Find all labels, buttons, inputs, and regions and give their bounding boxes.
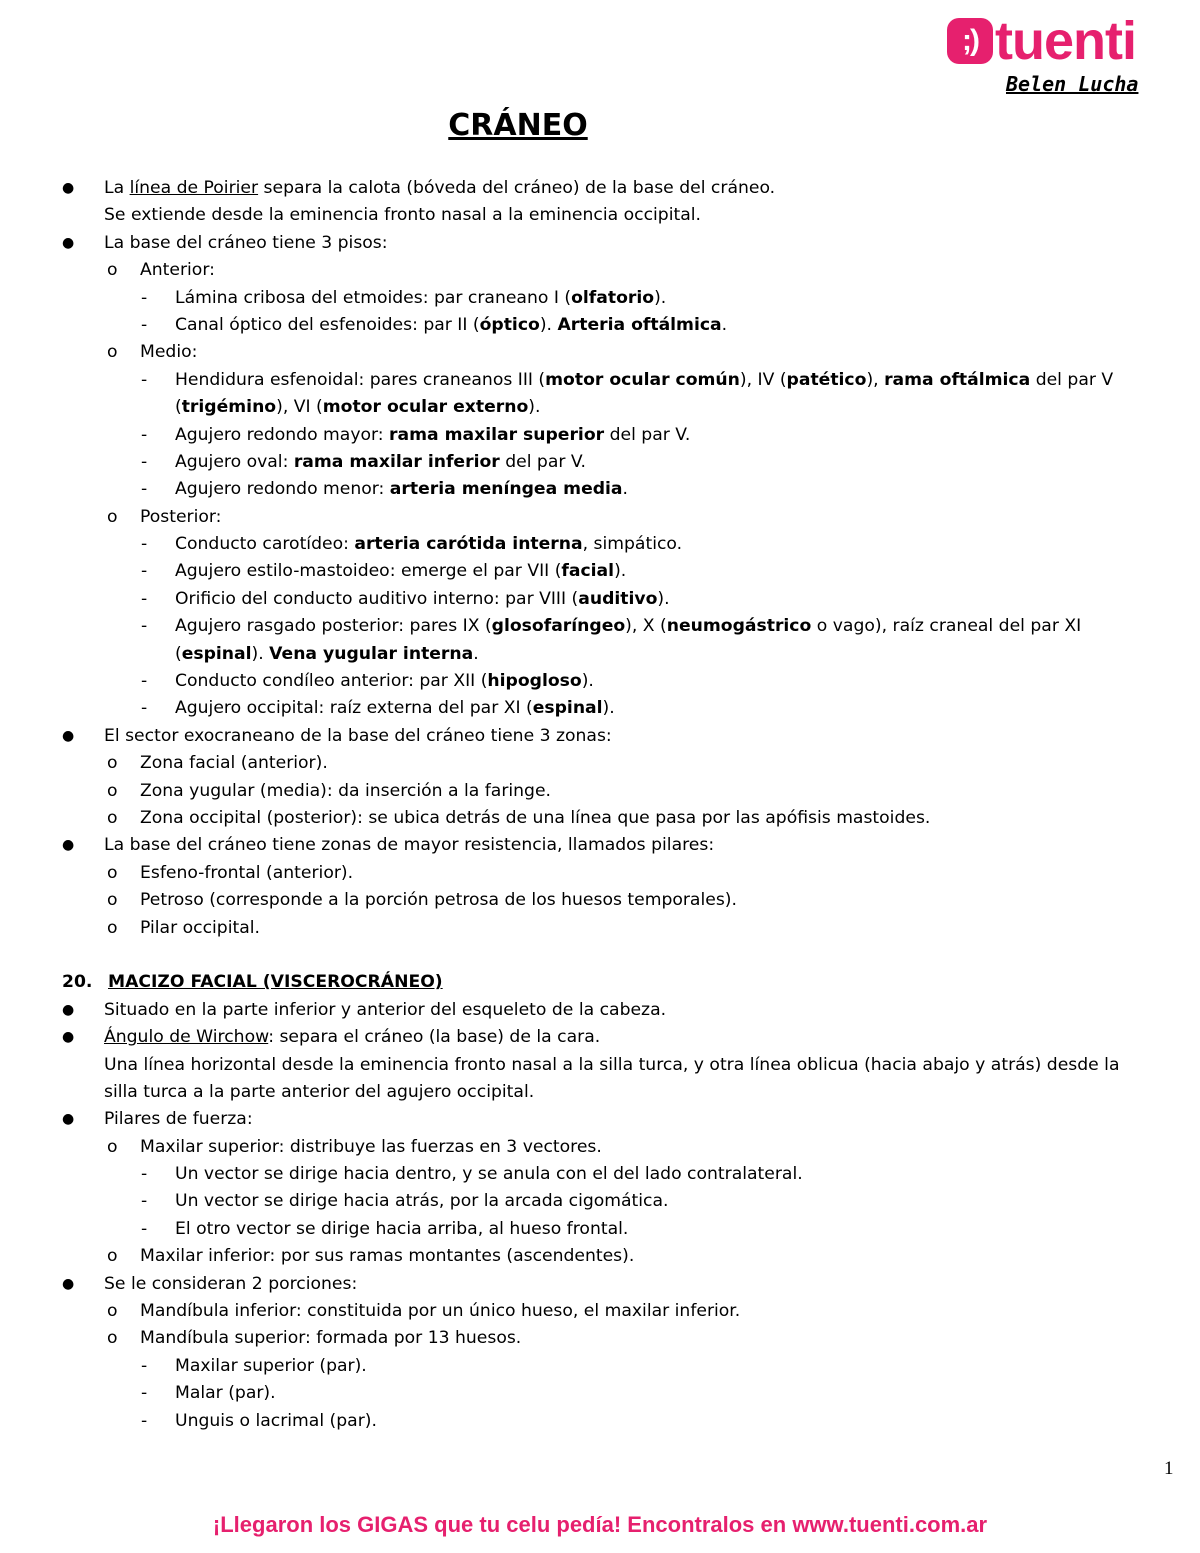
list-item — [62, 668, 1182, 695]
bullet-icon: ● — [62, 727, 75, 744]
list-item — [62, 1216, 1182, 1243]
bullet-icon: ● — [62, 180, 75, 196]
bold-term: patético — [786, 369, 867, 390]
circle-bullet-icon: o — [107, 1136, 118, 1157]
footer-ad: ¡Llegaron los GIGAS que tu celu pedía! Encontralos en www.tuenti.com.ar — [212, 1512, 988, 1537]
bold-term: óptico — [479, 314, 540, 335]
text-segment: La — [104, 178, 130, 198]
dash-bullet-icon: - — [141, 534, 148, 555]
line-text — [62, 1055, 1119, 1075]
list-item — [62, 1380, 1182, 1407]
list-item — [62, 586, 1182, 613]
line-text — [62, 890, 737, 910]
list-item — [62, 805, 1182, 832]
text-segment: Agujero oval: — [175, 451, 294, 472]
circle-bullet-icon: o — [107, 1328, 118, 1349]
line-text — [62, 589, 670, 609]
dash-bullet-icon: - — [141, 1191, 148, 1212]
list-item — [62, 750, 1182, 777]
page-number: 1 — [1164, 1458, 1174, 1479]
text-segment: Una línea horizontal desde la eminencia fronto nasal a la silla turca, y otra línea oblicua (hacia abajo y atrás) desde la — [104, 1054, 1120, 1075]
text-segment: Un vector se dirige hacia atrás, por la arcada cigomática. — [175, 1191, 669, 1212]
dash-bullet-icon: - — [141, 1218, 148, 1239]
bold-term: neumogástrico — [666, 616, 812, 637]
list-item — [62, 202, 1182, 229]
text-segment: separa la calota (bóveda del cráneo) de la base del cráneo. — [258, 178, 776, 198]
bold-term: glosofaríngeo — [491, 616, 626, 637]
list-item — [62, 558, 1182, 585]
list-item — [62, 175, 1182, 202]
dash-bullet-icon: - — [141, 671, 148, 692]
text-segment: Medio: — [140, 342, 198, 363]
circle-bullet-icon: o — [107, 342, 118, 363]
text-segment: Zona facial (anterior). — [140, 753, 328, 774]
text-segment: Lámina cribosa del etmoides: par craneano I ( — [175, 287, 572, 308]
list-item — [62, 641, 1182, 668]
line-text — [62, 835, 714, 855]
list-item — [62, 422, 1182, 449]
line-text — [62, 178, 775, 198]
bullet-icon: ● — [62, 1029, 75, 1046]
section-heading — [62, 969, 1182, 996]
text-segment: La base del cráneo tiene zonas de mayor resistencia, llamados pilares: — [104, 835, 715, 856]
text-segment: ). — [614, 561, 627, 582]
bold-term: rama maxilar superior — [389, 424, 605, 445]
author-name: Belen Lucha — [1006, 72, 1139, 96]
text-segment: Conducto carotídeo: — [175, 534, 355, 555]
bold-term: motor ocular común — [545, 369, 740, 390]
text-segment: ( — [175, 397, 182, 418]
line-text — [62, 1137, 602, 1157]
list-item — [62, 449, 1182, 476]
circle-bullet-icon: o — [107, 807, 118, 828]
text-segment: Agujero estilo-mastoideo: emerge el par VII ( — [175, 561, 562, 582]
line-text — [62, 1411, 377, 1431]
bold-term: motor ocular externo — [322, 397, 529, 418]
text-segment: del par V. — [604, 424, 691, 445]
bold-term: facial — [561, 561, 615, 582]
list-item — [62, 613, 1182, 640]
line-text — [62, 425, 690, 445]
bold-term: rama oftálmica — [884, 369, 1031, 390]
bold-term: trigémino — [181, 397, 277, 418]
circle-bullet-icon: o — [107, 753, 118, 774]
text-segment: La base del cráneo tiene 3 pisos: — [104, 232, 388, 253]
document-body — [62, 175, 1182, 1435]
dash-bullet-icon: - — [141, 424, 148, 445]
list-item — [62, 860, 1182, 887]
line-text — [62, 918, 260, 938]
dash-bullet-icon: - — [141, 698, 148, 719]
dash-bullet-icon: - — [141, 1355, 148, 1376]
text-segment: Se extiende desde la eminencia fronto nasal a la eminencia occipital. — [104, 205, 701, 226]
list-item — [62, 1079, 1182, 1106]
section-number: 20. — [62, 972, 93, 993]
text-segment: Un vector se dirige hacia dentro, y se anula con el del lado contralateral. — [175, 1164, 803, 1185]
line-text — [62, 1082, 534, 1102]
text-segment: Agujero rasgado posterior: pares IX ( — [175, 616, 492, 637]
line-text — [62, 315, 727, 335]
text-segment: : separa el cráneo (la base) de la cara. — [268, 1027, 601, 1048]
circle-bullet-icon: o — [107, 1246, 118, 1267]
line-text — [62, 644, 479, 664]
text-segment: Hendidura esfenoidal: pares craneanos III ( — [175, 369, 546, 390]
dash-bullet-icon: - — [141, 1164, 148, 1185]
line-text — [62, 1356, 367, 1376]
dash-bullet-icon: - — [141, 451, 148, 472]
text-segment: . — [473, 643, 479, 664]
bold-term: auditivo — [578, 588, 658, 609]
line-text — [62, 205, 701, 225]
text-segment: Posterior: — [140, 506, 222, 527]
bullet-icon: ● — [62, 837, 75, 854]
dash-bullet-icon: - — [141, 1410, 148, 1431]
line-text — [62, 863, 353, 883]
list-item — [62, 339, 1182, 366]
list-item — [62, 367, 1182, 394]
text-segment: Unguis o lacrimal (par). — [175, 1410, 377, 1431]
line-text — [62, 972, 443, 992]
line-text — [62, 1301, 740, 1321]
bullet-icon: ● — [62, 1111, 75, 1128]
list-item — [62, 531, 1182, 558]
list-item — [62, 257, 1182, 284]
list-item — [62, 1353, 1182, 1380]
line-text — [62, 1246, 634, 1266]
text-segment: Agujero occipital: raíz externa del par XI ( — [175, 698, 533, 719]
text-segment: Situado en la parte inferior y anterior del esqueleto de la cabeza. — [104, 999, 667, 1020]
list-item — [62, 1298, 1182, 1325]
line-text — [62, 288, 666, 308]
line-text — [62, 1164, 803, 1184]
text-segment: Mandíbula superior: formada por 13 huesos. — [140, 1328, 522, 1349]
list-item — [62, 1271, 1182, 1298]
text-segment: Pilar occipital. — [140, 917, 260, 938]
list-item — [62, 887, 1182, 914]
line-text — [62, 753, 328, 773]
text-segment: del par V — [1030, 369, 1114, 390]
circle-bullet-icon: o — [107, 780, 118, 801]
bold-term: arteria meníngea media — [389, 479, 623, 500]
line-text — [62, 1274, 357, 1294]
text-segment: . — [622, 479, 628, 500]
circle-bullet-icon: o — [107, 862, 118, 883]
text-segment: Maxilar superior: distribuye las fuerzas en 3 vectores. — [140, 1136, 602, 1157]
bullet-icon: ● — [62, 234, 75, 251]
bullet-icon: ● — [62, 1275, 75, 1292]
text-segment: Conducto condíleo anterior: par XII ( — [175, 671, 488, 692]
line-text — [62, 1027, 600, 1047]
line-text — [62, 534, 682, 554]
text-segment: Agujero redondo menor: — [175, 479, 390, 500]
circle-bullet-icon: o — [107, 890, 118, 911]
tuenti-badge-icon: ;) — [947, 18, 993, 64]
text-segment: Maxilar inferior: por sus ramas montantes (ascendentes). — [140, 1246, 635, 1267]
bold-term: Vena yugular interna — [269, 643, 474, 664]
tuenti-wordmark: tuenti — [995, 11, 1136, 71]
underlined-term: MACIZO FACIAL (VISCEROCRÁNEO) — [108, 972, 443, 993]
dash-bullet-icon: - — [141, 287, 148, 308]
text-segment: ( — [175, 643, 182, 664]
underlined-term: Ángulo de Wirchow — [104, 1027, 269, 1048]
line-text — [62, 370, 1113, 390]
list-item — [62, 832, 1182, 859]
text-segment: ). — [654, 287, 667, 308]
text-segment: ). — [251, 643, 270, 664]
list-item — [62, 778, 1182, 805]
text-segment: Maxilar superior (par). — [175, 1355, 367, 1376]
text-segment: Canal óptico del esfenoides: par II ( — [175, 314, 480, 335]
bullet-icon: ● — [62, 1001, 75, 1018]
line-text — [62, 616, 1081, 636]
text-segment: Esfeno-frontal (anterior). — [140, 862, 354, 883]
list-item — [62, 1408, 1182, 1435]
line-text — [62, 1383, 276, 1403]
list-item — [62, 723, 1182, 750]
list-item — [62, 1024, 1182, 1051]
bold-term: Arteria oftálmica — [557, 314, 722, 335]
text-segment: ). — [602, 698, 615, 719]
text-segment: ), X ( — [625, 616, 667, 637]
bold-term: espinal — [532, 698, 603, 719]
underlined-term: línea de Poirier — [129, 178, 259, 198]
text-segment: ), IV ( — [739, 369, 787, 390]
line-text — [62, 507, 221, 527]
list-item — [62, 230, 1182, 257]
circle-bullet-icon: o — [107, 917, 118, 938]
text-segment: Anterior: — [140, 260, 215, 281]
text-segment: Petroso (corresponde a la porción petrosa de los huesos temporales). — [140, 890, 737, 911]
list-item — [62, 997, 1182, 1024]
circle-bullet-icon: o — [107, 1301, 118, 1322]
page-title: CRÁNEO — [448, 108, 588, 143]
text-segment: Mandíbula inferior: constituida por un único hueso, el maxilar inferior. — [140, 1301, 741, 1322]
dash-bullet-icon: - — [141, 369, 148, 390]
line-text — [62, 1191, 669, 1211]
line-text — [62, 1109, 253, 1129]
text-segment: ), — [866, 369, 885, 390]
list-item — [62, 1134, 1182, 1161]
list-item — [62, 1052, 1182, 1079]
text-segment: . — [721, 314, 728, 335]
text-segment: silla turca a la parte anterior del agujero occipital. — [104, 1081, 535, 1102]
line-text — [62, 342, 197, 362]
line-text — [62, 1328, 521, 1348]
list-item — [62, 476, 1182, 503]
bold-term: espinal — [181, 643, 252, 664]
text-segment: Malar (par). — [175, 1383, 276, 1404]
text-segment: Agujero redondo mayor: — [175, 424, 390, 445]
circle-bullet-icon: o — [107, 260, 118, 281]
bold-term: rama maxilar inferior — [293, 451, 500, 472]
line-text — [62, 781, 551, 801]
list-item — [62, 1243, 1182, 1270]
text-segment: Orificio del conducto auditivo interno: par VIII ( — [175, 588, 579, 609]
bold-term: hipogloso — [487, 671, 582, 692]
text-segment: ). — [581, 671, 594, 692]
text-segment: ), VI ( — [276, 397, 323, 418]
dash-bullet-icon: - — [141, 561, 148, 582]
line-text — [62, 233, 388, 253]
dash-bullet-icon: - — [141, 479, 148, 500]
list-item — [62, 695, 1182, 722]
text-segment: , simpático. — [582, 534, 683, 555]
text-segment: El sector exocraneano de la base del cráneo tiene 3 zonas: — [104, 725, 612, 746]
text-segment: Zona yugular (media): da inserción a la faringe. — [140, 780, 552, 801]
text-segment: Zona occipital (posterior): se ubica detrás de una línea que pasa por las apófisis mastoides. — [140, 807, 931, 828]
circle-bullet-icon: o — [107, 506, 118, 527]
tuenti-logo — [947, 12, 1136, 70]
bold-term: olfatorio — [571, 287, 655, 308]
list-item — [62, 1188, 1182, 1215]
text-segment: ). — [657, 588, 670, 609]
list-item — [62, 394, 1182, 421]
dash-bullet-icon: - — [141, 616, 148, 637]
spacer — [62, 942, 1182, 969]
line-text — [62, 397, 540, 417]
line-text — [62, 726, 612, 746]
list-item — [62, 915, 1182, 942]
text-segment: Se le consideran 2 porciones: — [104, 1273, 358, 1294]
text-segment: ). — [539, 314, 558, 335]
text-segment: Pilares de fuerza: — [104, 1109, 253, 1130]
text-segment: del par V. — [499, 451, 586, 472]
bold-term: arteria carótida interna — [354, 534, 583, 555]
list-item — [62, 285, 1182, 312]
list-item — [62, 504, 1182, 531]
line-text — [62, 808, 930, 828]
line-text — [62, 1000, 666, 1020]
text-segment: o vago), raíz craneal del par XI — [811, 616, 1082, 637]
dash-bullet-icon: - — [141, 314, 148, 335]
text-segment: El otro vector se dirige hacia arriba, al hueso frontal. — [175, 1218, 629, 1239]
list-item — [62, 312, 1182, 339]
text-segment: ). — [528, 397, 541, 418]
line-text — [62, 260, 215, 280]
list-item — [62, 1325, 1182, 1352]
list-item — [62, 1161, 1182, 1188]
dash-bullet-icon: - — [141, 1383, 148, 1404]
list-item — [62, 1106, 1182, 1133]
dash-bullet-icon: - — [141, 588, 148, 609]
